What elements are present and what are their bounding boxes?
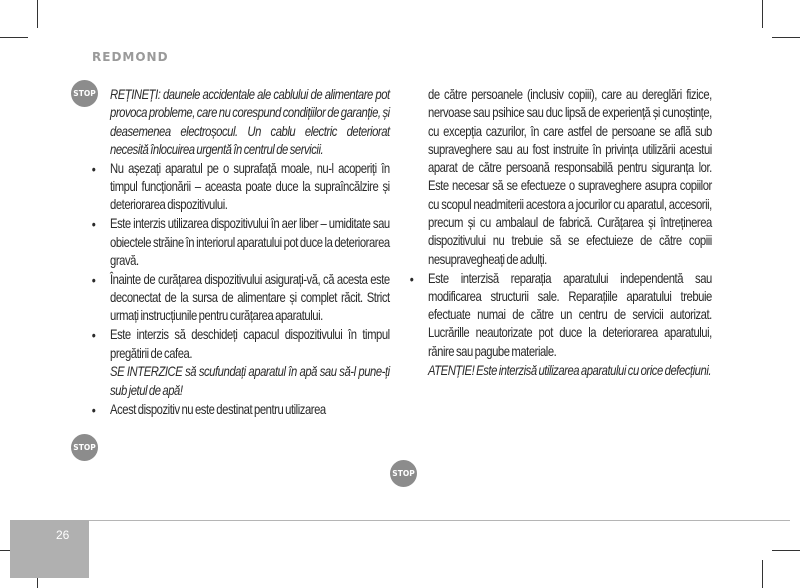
- list-item: • Este interzis să deschideți capacul dispozitivului în timpul pregătirii de cafea.: [110, 326, 390, 363]
- crop-mark: [762, 560, 763, 588]
- brand-logo: REDMOND: [92, 50, 169, 64]
- stop-icon: STOP: [71, 80, 98, 107]
- crop-mark: [762, 0, 763, 28]
- crop-mark: [37, 0, 38, 28]
- right-column: [428, 86, 712, 380]
- list-item: • Este interzis utilizarea dispozitivului în aer liber – umiditate sau obiectele străine în interiorul aparatului pot duce la deteriorarea gravă.: [110, 215, 390, 270]
- page-number-box: [10, 520, 89, 578]
- crop-mark: [772, 37, 800, 38]
- crop-mark: [772, 550, 800, 551]
- warning-text: SE INTERZICE să scufundați aparatul în apă sau să-l pune-ți sub jetul de apă!: [110, 364, 390, 398]
- list-item: • Nu așezați aparatul pe o suprafață moale, nu-l acoperiți în timpul funcționării – aceasta poate duce la supraîncălzire și deteriorarea dispozitivului.: [110, 160, 390, 215]
- footer-rule: [89, 520, 790, 521]
- list-item: • Este interzisă reparația aparatului independentă sau modificarea structurii sale. Reparațiile aparatului trebuie efectuate numai de către un centru de servicii autorizat. Lucrărille neautorizate pot duce la deteriorarea aparatului, rănire sau pagube materiale.: [428, 270, 712, 361]
- continuation-text: de către persoanele (inclusiv copiii), care au dereglări fizice, nervoase sau psihice sau duc lipsă de experiență și cunoștințe, cu excepția cazurilor, în care astfel de persoane se află sub supraveghere sau au fost instruite în privința utilizării acestui aparat de către persoană responsabilă pentru siguranța lor. Este necesar să se efectueze o supraveghere asupra copiilor cu scopul neadmiterii acestora a jocurilor cu aparatul, accesorii, precum și cu ambalaul de fabrică. Curățarea și întreținerea dispozitivului nu trebuie să se efectuieze de către copiii nesupravegheați de adulți.: [428, 87, 712, 267]
- warning-text: REȚINEȚI: daunele accidentale ale cablului de alimentare pot provoca probleme, care nu corespund condițiilor de garanție, și deasemenea electroșocul. Un cablu electric deteriorat necesită înlocuirea urgentă în centrul de servicii.: [110, 87, 390, 157]
- page-number: 26: [56, 528, 70, 542]
- crop-mark: [0, 37, 28, 38]
- list-item: • Acest dispozitiv nu este destinat pentru utilizarea: [110, 401, 390, 419]
- stop-icon: STOP: [390, 460, 417, 487]
- warning-text: ATENȚIE! Este interzisă utilizarea aparatului cu orice defecțiuni.: [428, 362, 712, 378]
- stop-icon: STOP: [71, 434, 98, 461]
- list-item: • Înainte de curățarea dispozitivului asigurați-vă, că acesta este deconectat de la sursa de alimentare și complet răcit. Strict urmați instrucțiunile pentru curățarea aparatului.: [110, 271, 390, 326]
- left-column: [110, 86, 390, 419]
